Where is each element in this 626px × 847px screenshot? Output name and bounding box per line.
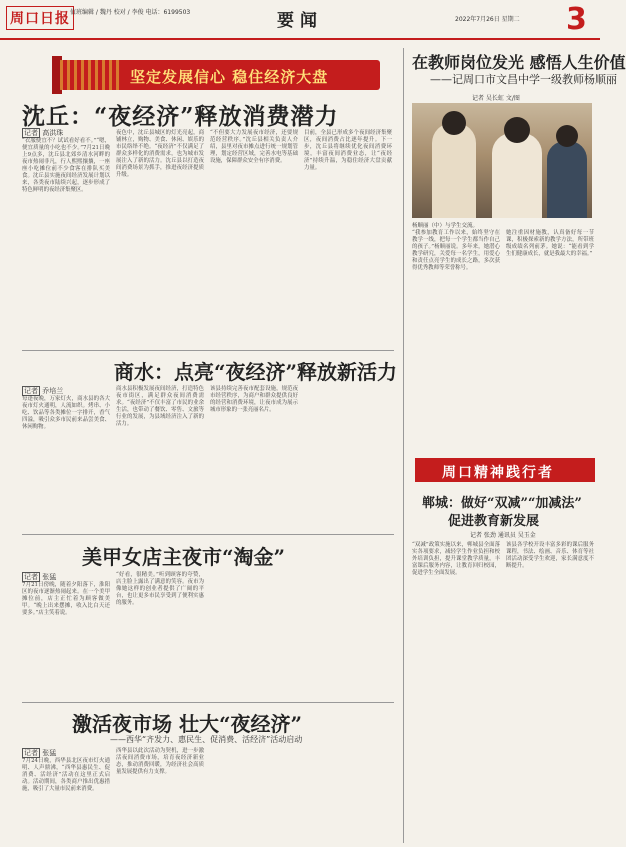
photo-figure — [492, 133, 542, 218]
right-headline-1: 在教师岗位发光 感悟人生价值 — [412, 53, 626, 72]
right-subheadline-1: ——记周口市文昌中学一级教师杨顺丽 — [430, 73, 617, 86]
banner-decoration — [60, 60, 120, 90]
right-byline-2: 记者 张劲 通讯员 吴玉金 — [470, 532, 536, 539]
byline-name: 张猛 — [42, 573, 57, 581]
article-1-column-2: 夜色中，沈丘县城区的灯光亮起，商铺林立，购物、美食、休闲、娱乐的市民络绎不绝。“夜经济”不仅满足了群众多样化的消费需求，也为城市发展注入了新的活力。沈丘县以打造夜间消费场景为抓手，推进夜经济提质升级。 — [116, 130, 204, 178]
editor-info: 值班编辑 / 魏丹 校对 / 李俊 电话：6199503 — [70, 9, 191, 16]
article-3-column-1: 7月21日傍晚，随着夕阳落下，淮阳区的夜市逐渐热闹起来。在一个美甲摊位前，店主正忙着为顾客做美甲。“晚上出来摆摊，收入比白天还要多。”店主笑着说。 — [22, 582, 110, 616]
divider — [22, 702, 394, 703]
byline-tag: 记者 — [24, 749, 38, 757]
article-4-headline: 激活夜市场 壮大“夜经济” — [72, 712, 302, 736]
article-2-byline — [22, 386, 63, 396]
divider — [22, 350, 394, 351]
section-title: 要闻 — [277, 11, 323, 31]
byline-tag: 记者 — [24, 387, 38, 395]
right-column-2: 她注重因材施教，认真备好每一节课，积极探索新的教学方法，所带班级成绩名列前茅。她说：“能看到学生们健康成长，就是我最大的幸福。” — [506, 230, 594, 257]
article-1-column-4: 目前，全县已形成多个夜间经济集聚区，夜间消费占比逐年提升。下一步，沈丘县将继续优化夜间消费环境，丰富夜间消费业态，让“夜经济”持续升温，为稳住经济大盘贡献力量。 — [304, 130, 392, 171]
article-1-column-3: “不但要大力发展夜市经济，还要规范经营秩序。”沈丘县相关负责人介绍，县里对夜市摊点进行统一规划管理，划定经营区域，完善水电等基础设施，保障群众安全有序消费。 — [210, 130, 298, 164]
article-1-byline — [22, 128, 63, 138]
teacher-photo — [412, 103, 592, 218]
right-headline-2: 郸城：做好“双减”“加减法” — [422, 496, 582, 511]
photo-figure-head — [504, 117, 530, 143]
byline-tag: 记者 — [24, 573, 38, 581]
photo-figure-head — [556, 125, 578, 147]
article-3-byline — [22, 572, 56, 582]
photo-caption: 杨顺丽（中）与学生交流。 — [412, 223, 479, 229]
article-2-column-3: 该县持续完善夜市配套设施，规范夜市经营秩序，为商户和群众提供良好的经营和消费环境，让夜市成为展示城市形象的一张亮丽名片。 — [210, 386, 298, 413]
article-2-column-1: 每逢夜晚，万家灯火，商水县的各大夜市灯火通明，人流如织。烤串、小吃、饮品等各类摊位一字排开，香气四溢，吸引众多市民前来品尝美食、休闲购物。 — [22, 396, 110, 430]
article-4-byline — [22, 748, 56, 758]
issue-date: 2022年7月26日 星期二 — [455, 16, 520, 23]
photo-figure-head — [442, 111, 466, 135]
newspaper-logo: 周口日报 — [6, 6, 74, 30]
right-column-1: “我参加教育工作以来，始终坚守在教学一线，把每一个学生都当作自己的孩子。”杨顺丽说。多年来，她潜心教学研究，关爱每一名学生，用爱心和责任点亮学生的成长之路，多次获得优秀教师等荣誉称号。 — [412, 230, 500, 271]
right-headline-2-line-2: 促进教育新发展 — [448, 514, 540, 529]
article-1-headline: 沈丘：“夜经济”释放消费潜力 — [22, 103, 339, 130]
byline-tag: 记者 — [24, 129, 38, 137]
article-4-column-1: 7月24日晚，西华县北区夜市灯火通明、人声鼎沸，“西华县惠民生、促消费、活经济”活动在这里正式启动。活动期间，各类商户推出优惠措施，吸引了大量市民前来消费。 — [22, 758, 110, 792]
photo-figure — [547, 141, 587, 218]
byline-name: 张猛 — [42, 749, 57, 757]
theme-banner — [60, 60, 380, 90]
photo-figure — [432, 123, 476, 218]
article-4-subheadline: ——西华“齐发力、惠民生、促消费、活经济”活动启动 — [110, 735, 303, 744]
banner-text: 坚定发展信心 稳住经济大盘 — [130, 68, 329, 86]
divider — [22, 534, 394, 535]
column-divider — [403, 48, 404, 843]
article-1-column-1: “衣服便宜不？试试看好看不。”“嗯，便宜质量的小吃也不少。”7月21日晚上9点多，沈丘县北郊乡清水河畔的夜市热闹非凡，行人熙熙攘攘，一座座小吃摊位前不少食客在排队买美食。沈丘县实施夜间经济发展计划以来，各类夜市陆续兴起，逐步形成了特色鲜明的夜经济集聚区。 — [22, 138, 110, 193]
right-column-4: 该县各学校开设丰富多彩的课后服务课程，书法、绘画、音乐、体育等社团活动深受学生欢迎，家长满意度不断提升。 — [506, 542, 594, 569]
article-3-column-2: “好看，很精美。”听到顾客的夸赞，店主脸上露出了满意的笑容。夜市为像她这样的创业者提供了广阔的平台，也让更多市民享受到了便利实惠的服务。 — [116, 572, 204, 606]
masthead — [0, 0, 600, 40]
page-number: 3 — [566, 2, 587, 37]
byline-name: 乔培兰 — [42, 387, 64, 395]
article-2-column-2: 商水县积极发展夜间经济，打造特色夜市街区，满足群众夜间消费需求。“夜经济”不仅丰富了市民的业余生活，也带动了餐饮、零售、文旅等行业的发展，为县域经济注入了新的活力。 — [116, 386, 204, 427]
article-3-headline: 美甲女店主夜市“淘金” — [82, 545, 286, 569]
article-4-column-2: 西华县以此次活动为契机，进一步激活夜间消费市场，培育夜经济新业态，推动消费回暖，为经济社会高质量发展提供有力支撑。 — [116, 748, 204, 775]
section-bar-title: 周口精神践行者 — [442, 465, 554, 481]
byline-name: 高洪珠 — [42, 129, 64, 137]
article-2-headline: 商水：点亮“夜经济”释放新活力 — [114, 360, 398, 384]
right-byline-1: 记者 吴长虹 文/图 — [472, 95, 520, 102]
right-column-3: “双减”政策实施以来，郸城县全面落实各项要求，减轻学生作业负担和校外培训负担，提升课堂教学质量，丰富课后服务内容，让教育回归校园，促进学生全面发展。 — [412, 542, 500, 576]
